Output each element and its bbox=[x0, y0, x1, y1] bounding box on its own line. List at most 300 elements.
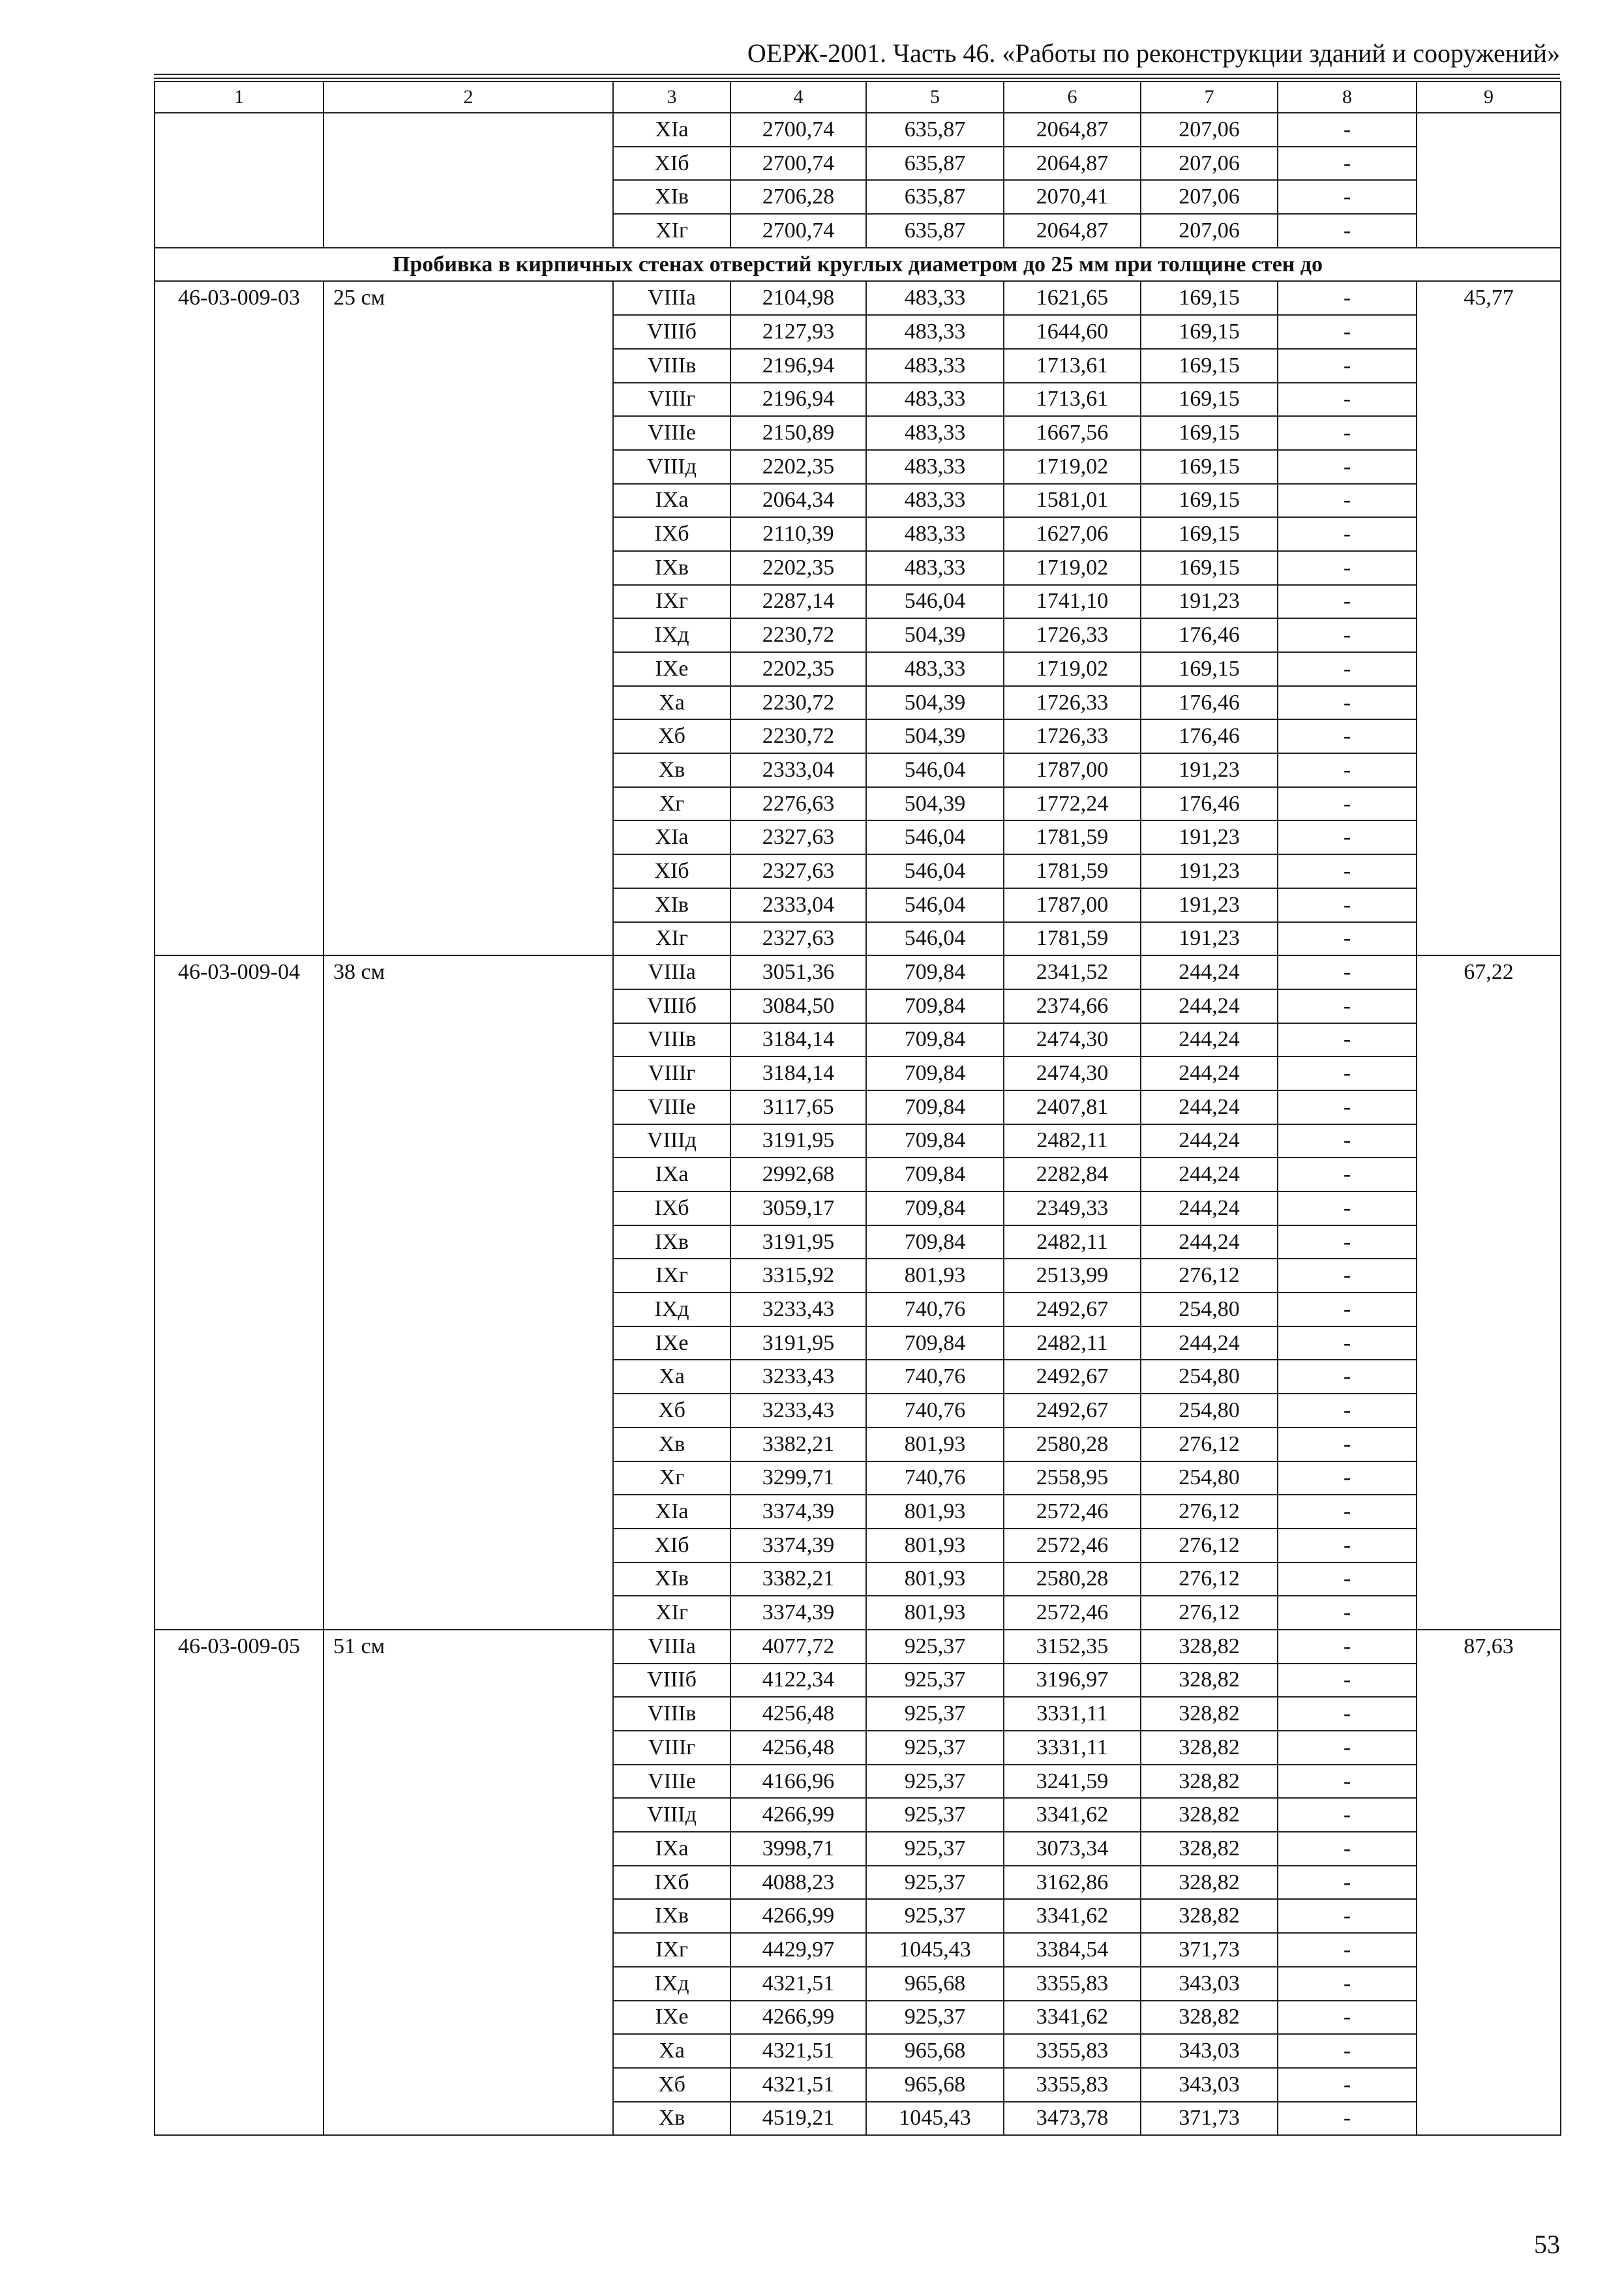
total-cost-cell: 2230,72 bbox=[730, 686, 866, 720]
machine-cost-cell: 3355,83 bbox=[1004, 1967, 1141, 2001]
machine-cost-cell: 1726,33 bbox=[1004, 618, 1141, 652]
total-cost-cell: 3382,21 bbox=[730, 1428, 866, 1461]
wages-cell: 740,76 bbox=[866, 1394, 1004, 1428]
materials-cell: - bbox=[1278, 2068, 1417, 2102]
wages-cell: 709,84 bbox=[866, 1023, 1004, 1057]
wall-thickness-cell: 51 см bbox=[323, 1630, 613, 2135]
materials-cell: - bbox=[1278, 1326, 1417, 1360]
table-row bbox=[155, 113, 1561, 147]
materials-cell: - bbox=[1278, 618, 1417, 652]
materials-cell: - bbox=[1278, 753, 1417, 787]
zone-cell: VIIIд bbox=[613, 450, 730, 484]
operator-wages-cell: 328,82 bbox=[1141, 1697, 1278, 1731]
machine-cost-cell: 1719,02 bbox=[1004, 450, 1141, 484]
machine-cost-cell: 3341,62 bbox=[1004, 1798, 1141, 1832]
operator-wages-cell: 169,15 bbox=[1141, 484, 1278, 518]
thickness-cell-empty bbox=[323, 113, 613, 248]
machine-cost-cell: 3331,11 bbox=[1004, 1697, 1141, 1731]
materials-cell: - bbox=[1278, 1056, 1417, 1090]
operator-wages-cell: 176,46 bbox=[1141, 787, 1278, 821]
total-cost-cell: 3233,43 bbox=[730, 1394, 866, 1428]
total-cost-cell: 4122,34 bbox=[730, 1664, 866, 1698]
materials-cell: - bbox=[1278, 787, 1417, 821]
labor-norm-cell: 45,77 bbox=[1417, 281, 1561, 955]
zone-cell: XIа bbox=[613, 113, 730, 147]
column-number-cell: 4 bbox=[730, 82, 866, 113]
machine-cost-cell: 2482,11 bbox=[1004, 1225, 1141, 1259]
wall-thickness-cell: 38 см bbox=[323, 955, 613, 1630]
total-cost-cell: 2150,89 bbox=[730, 416, 866, 450]
materials-cell: - bbox=[1278, 517, 1417, 551]
materials-cell: - bbox=[1278, 113, 1417, 147]
column-number-cell: 9 bbox=[1417, 82, 1561, 113]
total-cost-cell: 3184,14 bbox=[730, 1023, 866, 1057]
total-cost-cell: 2202,35 bbox=[730, 551, 866, 585]
zone-cell: VIIIв bbox=[613, 1023, 730, 1057]
operator-wages-cell: 191,23 bbox=[1141, 585, 1278, 619]
total-cost-cell: 3084,50 bbox=[730, 989, 866, 1023]
materials-cell: - bbox=[1278, 1428, 1417, 1461]
operator-wages-cell: 169,15 bbox=[1141, 416, 1278, 450]
operator-wages-cell: 343,03 bbox=[1141, 2068, 1278, 2102]
zone-cell: IXа bbox=[613, 484, 730, 518]
operator-wages-cell: 207,06 bbox=[1141, 147, 1278, 181]
total-cost-cell: 4266,99 bbox=[730, 2001, 866, 2035]
machine-cost-cell: 2064,87 bbox=[1004, 113, 1141, 147]
zone-cell: Xв bbox=[613, 1428, 730, 1461]
wages-cell: 965,68 bbox=[866, 1967, 1004, 2001]
zone-cell: IXе bbox=[613, 652, 730, 686]
zone-cell: IXб bbox=[613, 517, 730, 551]
rate-code-cell: 46-03-009-04 bbox=[155, 955, 323, 1630]
machine-cost-cell: 3152,35 bbox=[1004, 1630, 1141, 1664]
machine-cost-cell: 2374,66 bbox=[1004, 989, 1141, 1023]
operator-wages-cell: 328,82 bbox=[1141, 1731, 1278, 1765]
wages-cell: 740,76 bbox=[866, 1461, 1004, 1495]
operator-wages-cell: 244,24 bbox=[1141, 989, 1278, 1023]
column-number-row bbox=[155, 82, 1561, 113]
operator-wages-cell: 169,15 bbox=[1141, 450, 1278, 484]
operator-wages-cell: 328,82 bbox=[1141, 1630, 1278, 1664]
zone-cell: IXе bbox=[613, 1326, 730, 1360]
zone-cell: VIIIе bbox=[613, 416, 730, 450]
total-cost-cell: 2700,74 bbox=[730, 147, 866, 181]
zone-cell: VIIIв bbox=[613, 1697, 730, 1731]
operator-wages-cell: 191,23 bbox=[1141, 820, 1278, 854]
operator-wages-cell: 169,15 bbox=[1141, 383, 1278, 417]
zone-cell: XIв bbox=[613, 180, 730, 214]
wages-cell: 925,37 bbox=[866, 1697, 1004, 1731]
machine-cost-cell: 1719,02 bbox=[1004, 652, 1141, 686]
wages-cell: 546,04 bbox=[866, 753, 1004, 787]
wages-cell: 925,37 bbox=[866, 1731, 1004, 1765]
total-cost-cell: 4256,48 bbox=[730, 1697, 866, 1731]
operator-wages-cell: 343,03 bbox=[1141, 1967, 1278, 2001]
wages-cell: 925,37 bbox=[866, 1765, 1004, 1799]
materials-cell: - bbox=[1278, 484, 1417, 518]
zone-cell: IXе bbox=[613, 2001, 730, 2035]
materials-cell: - bbox=[1278, 1697, 1417, 1731]
total-cost-cell: 3382,21 bbox=[730, 1563, 866, 1596]
materials-cell: - bbox=[1278, 820, 1417, 854]
operator-wages-cell: 276,12 bbox=[1141, 1495, 1278, 1529]
total-cost-cell: 2196,94 bbox=[730, 383, 866, 417]
materials-cell: - bbox=[1278, 1394, 1417, 1428]
materials-cell: - bbox=[1278, 2102, 1417, 2136]
operator-wages-cell: 169,15 bbox=[1141, 551, 1278, 585]
operator-wages-cell: 276,12 bbox=[1141, 1428, 1278, 1461]
column-number-cell: 7 bbox=[1141, 82, 1278, 113]
zone-cell: IXг bbox=[613, 585, 730, 619]
machine-cost-cell: 3341,62 bbox=[1004, 1899, 1141, 1933]
materials-cell: - bbox=[1278, 922, 1417, 956]
total-cost-cell: 2327,63 bbox=[730, 854, 866, 888]
zone-cell: Xб bbox=[613, 719, 730, 753]
zone-cell: IXв bbox=[613, 1899, 730, 1933]
machine-cost-cell: 2492,67 bbox=[1004, 1360, 1141, 1394]
total-cost-cell: 4256,48 bbox=[730, 1731, 866, 1765]
wages-cell: 925,37 bbox=[866, 1798, 1004, 1832]
machine-cost-cell: 1627,06 bbox=[1004, 517, 1141, 551]
machine-cost-cell: 2407,81 bbox=[1004, 1090, 1141, 1124]
operator-wages-cell: 169,15 bbox=[1141, 349, 1278, 383]
machine-cost-cell: 1621,65 bbox=[1004, 281, 1141, 315]
column-number-cell: 3 bbox=[613, 82, 730, 113]
wall-thickness-cell: 25 см bbox=[323, 281, 613, 955]
page-number: 53 bbox=[1534, 2230, 1560, 2259]
total-cost-cell: 3315,92 bbox=[730, 1259, 866, 1293]
materials-cell: - bbox=[1278, 2034, 1417, 2068]
operator-wages-cell: 207,06 bbox=[1141, 214, 1278, 248]
total-cost-cell: 4088,23 bbox=[730, 1866, 866, 1900]
materials-cell: - bbox=[1278, 1798, 1417, 1832]
zone-cell: Xа bbox=[613, 686, 730, 720]
wages-cell: 1045,43 bbox=[866, 2102, 1004, 2136]
zone-cell: VIIIб bbox=[613, 315, 730, 349]
materials-cell: - bbox=[1278, 1158, 1417, 1191]
materials-cell: - bbox=[1278, 585, 1417, 619]
machine-cost-cell: 1781,59 bbox=[1004, 854, 1141, 888]
total-cost-cell: 2276,63 bbox=[730, 787, 866, 821]
wages-cell: 504,39 bbox=[866, 719, 1004, 753]
machine-cost-cell: 2474,30 bbox=[1004, 1023, 1141, 1057]
zone-cell: VIIIб bbox=[613, 989, 730, 1023]
total-cost-cell: 3184,14 bbox=[730, 1056, 866, 1090]
column-number-cell: 1 bbox=[155, 82, 323, 113]
zone-cell: XIа bbox=[613, 820, 730, 854]
machine-cost-cell: 2558,95 bbox=[1004, 1461, 1141, 1495]
zone-cell: IXв bbox=[613, 551, 730, 585]
operator-wages-cell: 176,46 bbox=[1141, 686, 1278, 720]
materials-cell: - bbox=[1278, 686, 1417, 720]
total-cost-cell: 3299,71 bbox=[730, 1461, 866, 1495]
zone-cell: XIв bbox=[613, 1563, 730, 1596]
machine-cost-cell: 1644,60 bbox=[1004, 315, 1141, 349]
materials-cell: - bbox=[1278, 1765, 1417, 1799]
zone-cell: Xб bbox=[613, 2068, 730, 2102]
total-cost-cell: 3051,36 bbox=[730, 955, 866, 989]
materials-cell: - bbox=[1278, 955, 1417, 989]
machine-cost-cell: 2572,46 bbox=[1004, 1495, 1141, 1529]
materials-cell: - bbox=[1278, 1461, 1417, 1495]
machine-cost-cell: 3473,78 bbox=[1004, 2102, 1141, 2136]
operator-wages-cell: 328,82 bbox=[1141, 1765, 1278, 1799]
wages-cell: 709,84 bbox=[866, 1124, 1004, 1158]
operator-wages-cell: 169,15 bbox=[1141, 517, 1278, 551]
wages-cell: 925,37 bbox=[866, 1866, 1004, 1900]
operator-wages-cell: 191,23 bbox=[1141, 922, 1278, 956]
operator-wages-cell: 328,82 bbox=[1141, 1866, 1278, 1900]
total-cost-cell: 2202,35 bbox=[730, 450, 866, 484]
wages-cell: 740,76 bbox=[866, 1360, 1004, 1394]
materials-cell: - bbox=[1278, 1664, 1417, 1698]
operator-wages-cell: 254,80 bbox=[1141, 1293, 1278, 1326]
zone-cell: Xа bbox=[613, 1360, 730, 1394]
header-rule-double bbox=[154, 78, 1560, 79]
materials-cell: - bbox=[1278, 1731, 1417, 1765]
materials-cell: - bbox=[1278, 652, 1417, 686]
machine-cost-cell: 2064,87 bbox=[1004, 147, 1141, 181]
materials-cell: - bbox=[1278, 1293, 1417, 1326]
total-cost-cell: 4321,51 bbox=[730, 1967, 866, 2001]
zone-cell: XIб bbox=[613, 854, 730, 888]
wages-cell: 1045,43 bbox=[866, 1933, 1004, 1967]
code-cell-empty bbox=[155, 113, 323, 248]
operator-wages-cell: 328,82 bbox=[1141, 1899, 1278, 1933]
machine-cost-cell: 2282,84 bbox=[1004, 1158, 1141, 1191]
machine-cost-cell: 1772,24 bbox=[1004, 787, 1141, 821]
total-cost-cell: 4166,96 bbox=[730, 1765, 866, 1799]
operator-wages-cell: 254,80 bbox=[1141, 1394, 1278, 1428]
operator-wages-cell: 276,12 bbox=[1141, 1563, 1278, 1596]
wages-cell: 483,33 bbox=[866, 315, 1004, 349]
wages-cell: 635,87 bbox=[866, 147, 1004, 181]
materials-cell: - bbox=[1278, 1023, 1417, 1057]
zone-cell: VIIIд bbox=[613, 1798, 730, 1832]
materials-cell: - bbox=[1278, 281, 1417, 315]
materials-cell: - bbox=[1278, 1630, 1417, 1664]
machine-cost-cell: 1713,61 bbox=[1004, 349, 1141, 383]
zone-cell: VIIIа bbox=[613, 1630, 730, 1664]
machine-cost-cell: 3196,97 bbox=[1004, 1664, 1141, 1698]
rate-code-cell: 46-03-009-05 bbox=[155, 1630, 323, 2135]
operator-wages-cell: 244,24 bbox=[1141, 1124, 1278, 1158]
total-cost-cell: 2064,34 bbox=[730, 484, 866, 518]
machine-cost-cell: 2482,11 bbox=[1004, 1124, 1141, 1158]
total-cost-cell: 4266,99 bbox=[730, 1899, 866, 1933]
machine-cost-cell: 3341,62 bbox=[1004, 2001, 1141, 2035]
total-cost-cell: 4266,99 bbox=[730, 1798, 866, 1832]
machine-cost-cell: 1713,61 bbox=[1004, 383, 1141, 417]
materials-cell: - bbox=[1278, 1529, 1417, 1563]
wages-cell: 709,84 bbox=[866, 1158, 1004, 1191]
machine-cost-cell: 1726,33 bbox=[1004, 719, 1141, 753]
machine-cost-cell: 2070,41 bbox=[1004, 180, 1141, 214]
materials-cell: - bbox=[1278, 1563, 1417, 1596]
materials-cell: - bbox=[1278, 1225, 1417, 1259]
operator-wages-cell: 254,80 bbox=[1141, 1360, 1278, 1394]
zone-cell: VIIIа bbox=[613, 281, 730, 315]
wages-cell: 483,33 bbox=[866, 349, 1004, 383]
zone-cell: VIIIе bbox=[613, 1765, 730, 1799]
operator-wages-cell: 328,82 bbox=[1141, 1832, 1278, 1866]
zone-cell: IXд bbox=[613, 618, 730, 652]
operator-wages-cell: 276,12 bbox=[1141, 1596, 1278, 1630]
total-cost-cell: 2327,63 bbox=[730, 820, 866, 854]
machine-cost-cell: 3331,11 bbox=[1004, 1731, 1141, 1765]
total-cost-cell: 4321,51 bbox=[730, 2034, 866, 2068]
operator-wages-cell: 343,03 bbox=[1141, 2034, 1278, 2068]
zone-cell: XIб bbox=[613, 147, 730, 181]
zone-cell: XIб bbox=[613, 1529, 730, 1563]
total-cost-cell: 3191,95 bbox=[730, 1124, 866, 1158]
machine-cost-cell: 2492,67 bbox=[1004, 1293, 1141, 1326]
materials-cell: - bbox=[1278, 416, 1417, 450]
wages-cell: 801,93 bbox=[866, 1495, 1004, 1529]
zone-cell: IXг bbox=[613, 1933, 730, 1967]
materials-cell: - bbox=[1278, 349, 1417, 383]
operator-wages-cell: 244,24 bbox=[1141, 1326, 1278, 1360]
table-row bbox=[155, 281, 1561, 315]
operator-wages-cell: 176,46 bbox=[1141, 719, 1278, 753]
machine-cost-cell: 2492,67 bbox=[1004, 1394, 1141, 1428]
zone-cell: XIг bbox=[613, 1596, 730, 1630]
total-cost-cell: 3374,39 bbox=[730, 1596, 866, 1630]
column-number-cell: 6 bbox=[1004, 82, 1141, 113]
total-cost-cell: 2327,63 bbox=[730, 922, 866, 956]
operator-wages-cell: 244,24 bbox=[1141, 1225, 1278, 1259]
operator-wages-cell: 244,24 bbox=[1141, 1023, 1278, 1057]
machine-cost-cell: 2349,33 bbox=[1004, 1191, 1141, 1225]
column-number-cell: 2 bbox=[323, 82, 613, 113]
table-row bbox=[155, 1630, 1561, 1664]
total-cost-cell: 2287,14 bbox=[730, 585, 866, 619]
total-cost-cell: 3191,95 bbox=[730, 1326, 866, 1360]
wages-cell: 504,39 bbox=[866, 686, 1004, 720]
total-cost-cell: 2992,68 bbox=[730, 1158, 866, 1191]
materials-cell: - bbox=[1278, 1933, 1417, 1967]
materials-cell: - bbox=[1278, 315, 1417, 349]
total-cost-cell: 3059,17 bbox=[730, 1191, 866, 1225]
materials-cell: - bbox=[1278, 854, 1417, 888]
machine-cost-cell: 2572,46 bbox=[1004, 1529, 1141, 1563]
materials-cell: - bbox=[1278, 180, 1417, 214]
materials-cell: - bbox=[1278, 1899, 1417, 1933]
zone-cell: VIIIе bbox=[613, 1090, 730, 1124]
wages-cell: 546,04 bbox=[866, 820, 1004, 854]
rate-code-cell: 46-03-009-03 bbox=[155, 281, 323, 955]
zone-cell: XIв bbox=[613, 888, 730, 922]
total-cost-cell: 2700,74 bbox=[730, 113, 866, 147]
price-table bbox=[154, 81, 1561, 2136]
zone-cell: XIг bbox=[613, 214, 730, 248]
wages-cell: 709,84 bbox=[866, 1090, 1004, 1124]
zone-cell: XIг bbox=[613, 922, 730, 956]
total-cost-cell: 4321,51 bbox=[730, 2068, 866, 2102]
wages-cell: 801,93 bbox=[866, 1259, 1004, 1293]
wages-cell: 801,93 bbox=[866, 1596, 1004, 1630]
materials-cell: - bbox=[1278, 1259, 1417, 1293]
zone-cell: IXа bbox=[613, 1158, 730, 1191]
wages-cell: 709,84 bbox=[866, 1225, 1004, 1259]
wages-cell: 483,33 bbox=[866, 281, 1004, 315]
total-cost-cell: 2700,74 bbox=[730, 214, 866, 248]
wages-cell: 965,68 bbox=[866, 2034, 1004, 2068]
total-cost-cell: 2110,39 bbox=[730, 517, 866, 551]
table-body bbox=[155, 82, 1561, 2135]
machine-cost-cell: 3384,54 bbox=[1004, 1933, 1141, 1967]
total-cost-cell: 2230,72 bbox=[730, 719, 866, 753]
machine-cost-cell: 3355,83 bbox=[1004, 2034, 1141, 2068]
wages-cell: 925,37 bbox=[866, 2001, 1004, 2035]
wages-cell: 925,37 bbox=[866, 1630, 1004, 1664]
zone-cell: VIIIа bbox=[613, 955, 730, 989]
operator-wages-cell: 207,06 bbox=[1141, 113, 1278, 147]
operator-wages-cell: 244,24 bbox=[1141, 1090, 1278, 1124]
wages-cell: 801,93 bbox=[866, 1428, 1004, 1461]
wages-cell: 546,04 bbox=[866, 585, 1004, 619]
wages-cell: 483,33 bbox=[866, 551, 1004, 585]
materials-cell: - bbox=[1278, 1866, 1417, 1900]
zone-cell: Xг bbox=[613, 1461, 730, 1495]
machine-cost-cell: 2341,52 bbox=[1004, 955, 1141, 989]
zone-cell: VIIIб bbox=[613, 1664, 730, 1698]
operator-wages-cell: 244,24 bbox=[1141, 955, 1278, 989]
total-cost-cell: 2230,72 bbox=[730, 618, 866, 652]
materials-cell: - bbox=[1278, 1360, 1417, 1394]
total-cost-cell: 3374,39 bbox=[730, 1529, 866, 1563]
total-cost-cell: 2706,28 bbox=[730, 180, 866, 214]
machine-cost-cell: 1787,00 bbox=[1004, 753, 1141, 787]
operator-wages-cell: 191,23 bbox=[1141, 854, 1278, 888]
machine-cost-cell: 1667,56 bbox=[1004, 416, 1141, 450]
zone-cell: VIIIг bbox=[613, 1056, 730, 1090]
total-cost-cell: 4429,97 bbox=[730, 1933, 866, 1967]
zone-cell: VIIIд bbox=[613, 1124, 730, 1158]
zone-cell: IXд bbox=[613, 1967, 730, 2001]
wages-cell: 801,93 bbox=[866, 1529, 1004, 1563]
wages-cell: 483,33 bbox=[866, 652, 1004, 686]
materials-cell: - bbox=[1278, 450, 1417, 484]
wages-cell: 925,37 bbox=[866, 1664, 1004, 1698]
zone-cell: VIIIг bbox=[613, 1731, 730, 1765]
wages-cell: 709,84 bbox=[866, 989, 1004, 1023]
materials-cell: - bbox=[1278, 214, 1417, 248]
machine-cost-cell: 3073,34 bbox=[1004, 1832, 1141, 1866]
labor-norm-cell: 87,63 bbox=[1417, 1630, 1561, 2135]
wages-cell: 483,33 bbox=[866, 450, 1004, 484]
machine-cost-cell: 2513,99 bbox=[1004, 1259, 1141, 1293]
zone-cell: Xв bbox=[613, 753, 730, 787]
wages-cell: 965,68 bbox=[866, 2068, 1004, 2102]
zone-cell: IXб bbox=[613, 1191, 730, 1225]
materials-cell: - bbox=[1278, 989, 1417, 1023]
operator-wages-cell: 191,23 bbox=[1141, 753, 1278, 787]
zone-cell: IXа bbox=[613, 1832, 730, 1866]
total-cost-cell: 3374,39 bbox=[730, 1495, 866, 1529]
operator-wages-cell: 191,23 bbox=[1141, 888, 1278, 922]
wages-cell: 740,76 bbox=[866, 1293, 1004, 1326]
wages-cell: 635,87 bbox=[866, 113, 1004, 147]
machine-cost-cell: 2572,46 bbox=[1004, 1596, 1141, 1630]
operator-wages-cell: 169,15 bbox=[1141, 281, 1278, 315]
total-cost-cell: 3998,71 bbox=[730, 1832, 866, 1866]
materials-cell: - bbox=[1278, 1124, 1417, 1158]
wages-cell: 635,87 bbox=[866, 214, 1004, 248]
materials-cell: - bbox=[1278, 719, 1417, 753]
zone-cell: IXг bbox=[613, 1259, 730, 1293]
total-cost-cell: 4077,72 bbox=[730, 1630, 866, 1664]
